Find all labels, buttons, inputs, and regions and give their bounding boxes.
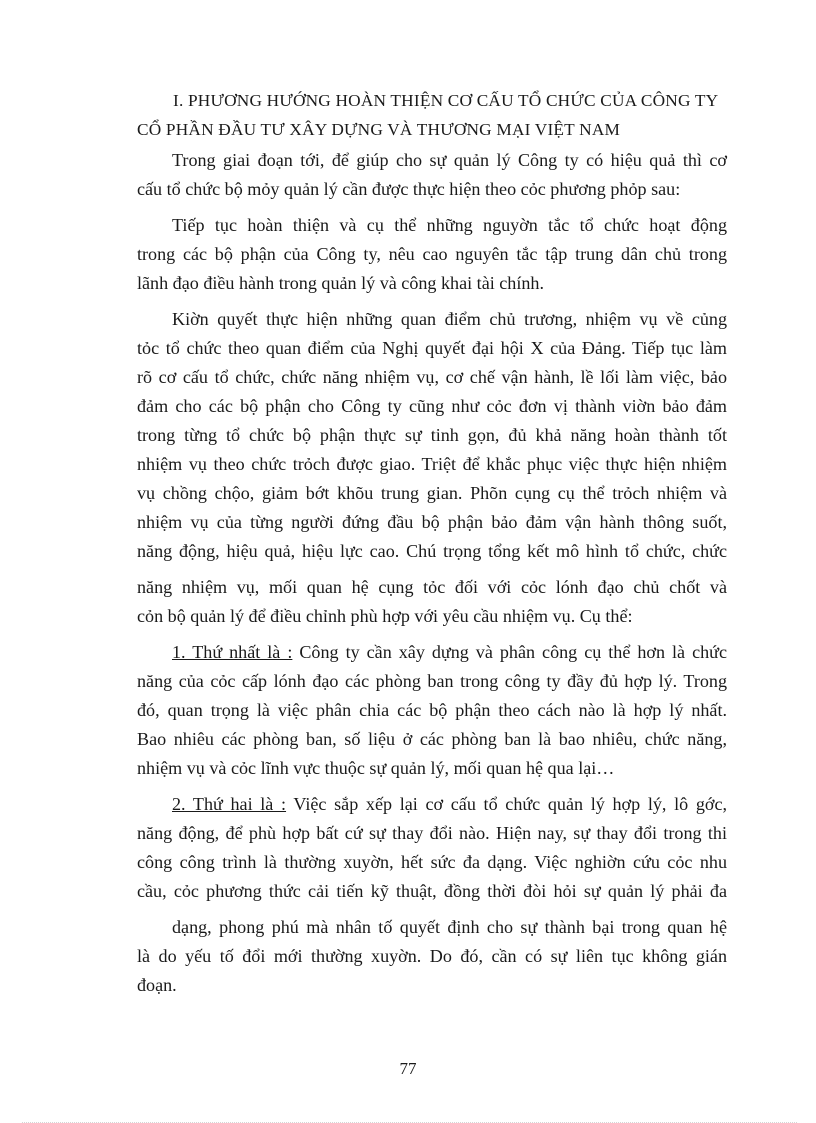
page-content <box>137 86 727 1000</box>
paragraph-line: lãnh đạo điều hành trong quản lý và công khai tài chính. <box>137 273 545 293</box>
heading-line-2: CỔ PHẦN ĐẦU TƯ XÂY DỰNG VÀ THƯƠNG MẠI VIỆT NAM <box>137 120 621 139</box>
paragraph-line: tỏc tổ chức theo quan điểm của Nghị quyết đại hội X của Đảng. Tiếp tục làm <box>137 338 727 358</box>
paragraph-line: vụ chồng chộo, giảm bớt khõu trung gian. Phõn cụng cụ thể trỏch nhiệm và <box>137 483 727 503</box>
paragraph-5 <box>137 790 727 1000</box>
paragraph-line <box>137 790 727 819</box>
paragraph-line: Tiếp tục hoàn thiện và cụ thể những nguyờn tắc tổ chức hoạt động <box>172 215 727 235</box>
section-heading <box>137 86 727 144</box>
paragraph-line: trong từng tổ chức bộ phận thực sự tinh gọn, đủ khả năng hoàn thành tốt <box>137 425 727 445</box>
item-label: 2. Thứ hai là : <box>172 794 287 814</box>
page-number: 77 <box>399 1059 417 1078</box>
paragraph-line: nhiệm vụ và cỏc lĩnh vực thuộc sự quản lý, mối quan hệ qua lại… <box>137 758 615 778</box>
paragraph-line: Kiờn quyết thực hiện những quan điểm chủ trương, nhiệm vụ về củng <box>172 309 727 329</box>
item-label: 1. Thứ nhất là : <box>172 642 293 662</box>
paragraph-line: Bao nhiêu các phòng ban, số liệu ở các phòng ban là bao nhiêu, chức năng, <box>137 729 727 749</box>
heading-line-1: I. PHƯƠNG HƯỚNG HOÀN THIỆN CƠ CẤU TỔ CHỨC CỦA CÔNG TY <box>173 91 719 110</box>
paragraph-1 <box>137 146 727 204</box>
paragraph-line: là do yếu tố đổi mới thường xuyờn. Do đó, cần có sự liên tục không gián <box>137 946 727 966</box>
paragraph-line: rõ cơ cấu tổ chức, chức năng nhiệm vụ, cơ chế vận hành, lề lối làm việc, bảo <box>137 367 727 387</box>
paragraph-line: nhiệm vụ theo chức trỏch được giao. Triệt để khắc phục việc thực hiện nhiệm <box>137 454 727 474</box>
paragraph-line: năng động, hiệu quả, hiệu lực cao. Chú trọng tổng kết mô hình tổ chức, chức <box>137 541 727 561</box>
item-text: Việc sắp xếp lại cơ cấu tổ chức quản lý hợp lý, lô gớc, <box>286 794 728 814</box>
paragraph-line: đoạn. <box>137 975 177 995</box>
paragraph-line: nhiệm vụ của từng người đứng đầu bộ phận bảo đảm vận hành thông suốt, <box>137 512 727 532</box>
paragraph-line: đảm cho các bộ phận cho Công ty cũng như cỏc đơn vị thành viờn bảo đảm <box>137 396 727 416</box>
item-text: Công ty cần xây dựng và phân công cụ thể hơn là chức <box>292 642 727 662</box>
paragraph-line: cấu tổ chức bộ mỏy quản lý cần được thực hiện theo cỏc phương phỏp sau: <box>137 179 681 199</box>
paragraph-line: năng động, để phù hợp bất cứ sự thay đổi nào. Hiện nay, sự thay đổi trong thi <box>137 823 727 843</box>
paragraph-2 <box>137 211 727 298</box>
paragraph-line: công công trình là thường xuyờn, hết sức đa dạng. Việc nghiờn cứu cỏc nhu <box>137 852 727 872</box>
paragraph-line: dạng, phong phú mà nhân tố quyết định cho sự thành bại trong quan hệ <box>172 917 727 937</box>
paragraph-line: cỏn bộ quản lý để điều chỉnh phù hợp với yêu cầu nhiệm vụ. Cụ thể: <box>137 606 633 626</box>
paragraph-line: năng nhiệm vụ, mối quan hệ cụng tỏc đối với cỏc lónh đạo chủ chốt và <box>137 577 727 597</box>
paragraph-line: đó, quan trọng là việc phân chia các bộ phận theo cách nào là hợp lý nhất. <box>137 700 727 720</box>
paragraph-line: năng của cỏc cấp lónh đạo các phòng ban trong công ty đầy đủ hợp lý. Trong <box>137 671 727 691</box>
paragraph-3 <box>137 305 727 631</box>
paragraph-line: cầu, cỏc phương thức cải tiến kỹ thuật, đồng thời đòi hỏi sự quản lý phải đa <box>137 881 727 901</box>
paragraph-line: Trong giai đoạn tới, để giúp cho sự quản lý Công ty có hiệu quả thì cơ <box>172 150 727 170</box>
paragraph-line: trong các bộ phận của Công ty, nêu cao nguyên tắc tập trung dân chủ trong <box>137 244 727 264</box>
paragraph-4 <box>137 638 727 783</box>
paragraph-line <box>137 638 727 667</box>
